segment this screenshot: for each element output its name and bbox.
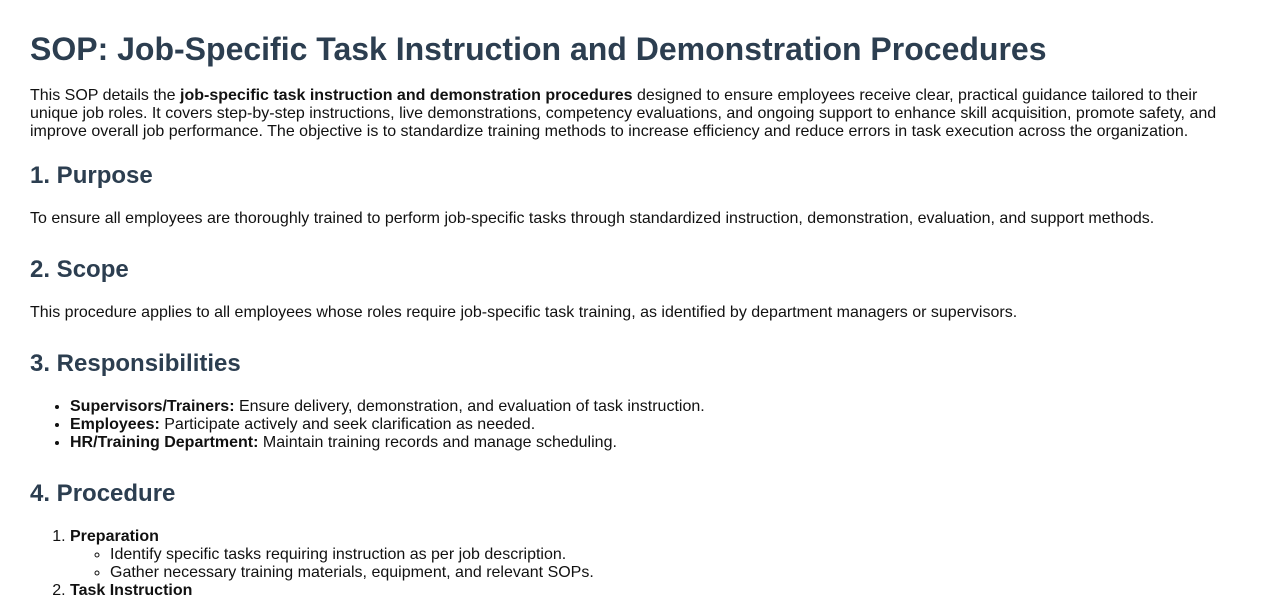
intro-text-start: This SOP details the <box>30 87 180 104</box>
procedure-step-title: Preparation <box>70 528 159 545</box>
responsibility-text: Participate actively and seek clarification as needed. <box>159 416 536 433</box>
list-item <box>70 416 1233 434</box>
responsibility-text: Ensure delivery, demonstration, and evaluation of task instruction. <box>234 398 705 415</box>
responsibility-role: HR/Training Department: <box>70 434 259 451</box>
scope-heading: 2. Scope <box>30 256 129 283</box>
procedure-substeps <box>70 546 1233 582</box>
procedure-list <box>30 528 1233 600</box>
list-item <box>70 398 1233 416</box>
responsibility-text: Maintain training records and manage scheduling. <box>258 434 617 451</box>
procedure-step <box>70 582 1233 600</box>
intro-text-end: designed to ensure employees receive clear, practical guidance tailored to their unique job roles. It covers step-by-step instructions, live demonstrations, competency evaluations, and ongoing support to enhance skill acquisition, promote safety, and improve overall job performance. The objective is to standardize training methods to increase efficiency and reduce errors in task execution across the organization. <box>30 87 1217 140</box>
responsibilities-heading: 3. Responsibilities <box>30 350 241 377</box>
intro-bold-phrase: job-specific task instruction and demonstration procedures <box>180 87 633 104</box>
page-title: SOP: Job-Specific Task Instruction and Demonstration Procedures <box>30 31 1047 67</box>
responsibility-role: Employees: <box>70 416 160 433</box>
intro-paragraph <box>30 87 1233 141</box>
responsibility-role: Supervisors/Trainers: <box>70 398 235 415</box>
scope-text: This procedure applies to all employees whose roles require job-specific task training, as identified by department managers or supervisors. <box>30 304 1018 321</box>
procedure-step-title: Task Instruction <box>70 582 193 599</box>
list-item: ◦ Gather necessary training materials, equipment, and relevant SOPs. <box>110 564 1233 582</box>
list-item <box>70 434 1233 452</box>
procedure-heading: 4. Procedure <box>30 480 176 507</box>
purpose-heading: 1. Purpose <box>30 162 153 189</box>
list-item: ◦ Identify specific tasks requiring instruction as per job description. <box>110 546 1233 564</box>
responsibilities-list <box>30 398 1233 452</box>
procedure-step <box>70 528 1233 582</box>
purpose-text: To ensure all employees are thoroughly trained to perform job-specific tasks through standardized instruction, demonstration, evaluation, and support methods. <box>30 210 1155 227</box>
